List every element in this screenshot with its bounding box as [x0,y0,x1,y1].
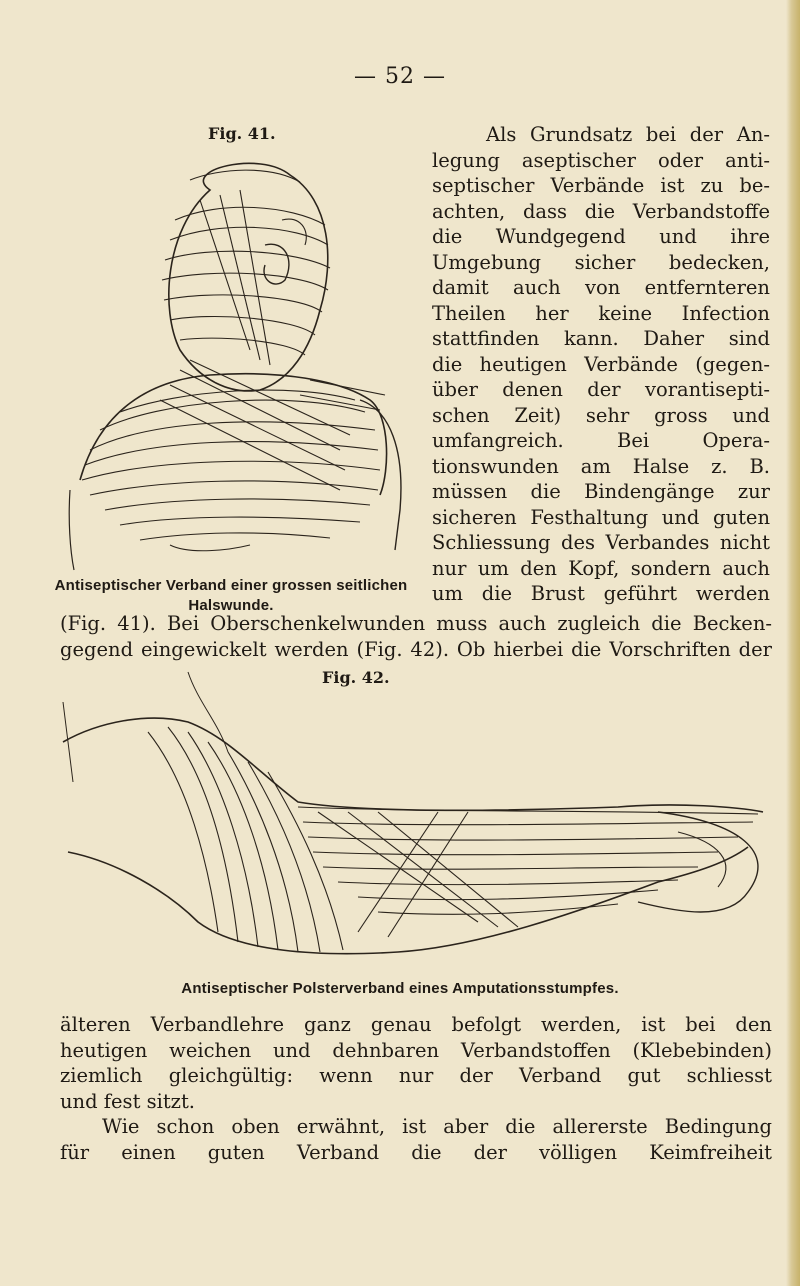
body-line: für einen guten Verband die der völligen Keimfreiheit [60,1140,772,1164]
figure-41-caption-line1: Antiseptischer Verband einer grossen seitlichen [54,577,408,594]
column-line: Schliessung des Verbandes nicht [432,531,770,554]
body-line: heutigen weichen und dehnbaren Verbandstoffen (Klebebinden) [60,1038,772,1062]
column-line: tionswunden am Halse z. B. [432,454,770,478]
page-number: — 52 — [354,64,446,89]
body-line: ziemlich gleichgültig: wenn nur der Verband gut schliesst [60,1064,772,1087]
column-line: septischer Verbände ist zu be- [432,174,770,197]
column-line: legung aseptischer oder anti- [432,148,770,172]
figure-41-illustration [60,150,430,575]
column-line: damit auch von entfernteren [432,276,770,299]
figure-42-illustration [58,662,770,962]
figure-42-caption: Antiseptischer Polsterverband eines Amputationsstumpfes. [181,980,619,997]
column-line: nur um den Kopf, sondern auch [432,556,770,580]
body-line: älteren Verbandlehre ganz genau befolgt werden, ist bei den [60,1013,772,1036]
right-column-text [432,122,770,607]
body-paragraph-1 [60,611,772,662]
column-line: Umgebung sicher bedecken, [432,250,770,274]
column-line: umfangreich. Bei Opera- [432,429,770,452]
body-paragraph-2 [60,1012,772,1165]
body-line: gegend eingewickelt werden (Fig. 42). Ob hierbei die Vorschriften der [60,637,772,661]
column-line: achten, dass die Verbandstoffe [432,199,770,223]
column-line: schen Zeit) sehr gross und [432,403,770,427]
column-line: Theilen her keine Infection [432,301,770,325]
column-line: stattfinden kann. Daher sind [432,327,770,350]
figure-41-caption-line2: Halswunde. [188,597,274,614]
figure-41-label: Fig. 41. [208,124,276,143]
figure-41-caption [30,576,432,616]
page-edge [786,0,800,1286]
column-line: müssen die Bindengänge zur [432,480,770,503]
body-line: und fest sitzt. [60,1089,195,1113]
column-line: um die Brust geführt werden [432,582,770,605]
body-line: (Fig. 41). Bei Oberschenkelwunden muss auch zugleich die Becken- [60,612,772,635]
column-line: die Wundgegend und ihre [432,225,770,248]
column-line: die heutigen Verbände (gegen- [432,352,770,376]
column-line: über denen der vorantisepti- [432,378,770,401]
body-line: Wie schon oben erwähnt, ist aber die allererste Bedingung [102,1115,772,1138]
column-line: sicheren Festhaltung und guten [432,505,770,529]
figure-42-label: Fig. 42. [322,668,390,687]
column-line: Als Grundsatz bei der An- [486,123,770,146]
